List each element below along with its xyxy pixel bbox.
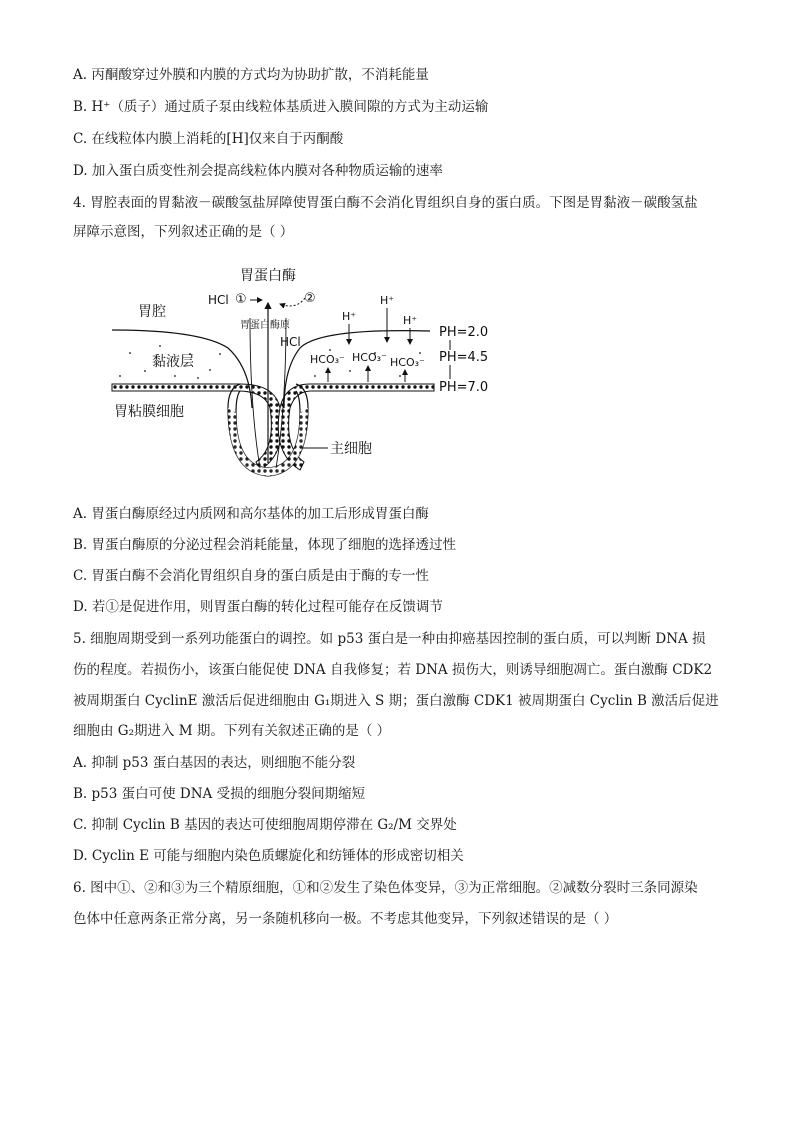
q6-stem-line-1: 6. 图中①、②和③为三个精原细胞，①和②发生了染色体变异，③为正常细胞。②减数分裂时三条同源染 [73, 880, 698, 896]
q5-option-d: D. Cyclin E 可能与细胞内染色质螺旋化和纺锤体的形成密切相关 [73, 848, 464, 864]
q5-option-c: C. 抑制 Cyclin B 基因的表达可使细胞周期停滞在 G₂/M 交界处 [73, 817, 457, 833]
hco3-label-1: HCO₃⁻ [310, 353, 345, 366]
chief-cell-label: 主细胞 [330, 441, 372, 457]
pepsinogen-label: 胃蛋白酶原 [240, 320, 290, 331]
circle-1-label: ① [235, 292, 247, 307]
q5-stem-line-4: 细胞由 G₂期进入 M 期。下列有关叙述正确的是（ ） [73, 723, 391, 739]
circle-2-label: ② [304, 291, 316, 306]
ph-4-5-label: PH=4.5 [439, 350, 489, 365]
q4-option-b: B. 胃蛋白酶原的分泌过程会消耗能量，体现了细胞的选择透过性 [73, 537, 457, 553]
q4-stem-line-2: 屏障示意图，下列叙述正确的是（ ） [73, 224, 294, 240]
h-plus-label-1: H⁺ [342, 310, 357, 323]
hco3-label-3: HCO₃⁻ [390, 356, 425, 369]
gastric-barrier-diagram [100, 258, 500, 490]
ph-7-label: PH=7.0 [439, 380, 489, 395]
h-plus-label-2: H⁺ [380, 294, 395, 307]
lumen-label: 胃腔 [138, 304, 166, 320]
mucus-layer-label: 黏液层 [152, 354, 194, 370]
ph-2-label: PH=2.0 [439, 325, 489, 340]
q3-option-b: B. H⁺（质子）通过质子泵由线粒体基质进入膜间隙的方式为主动运输 [73, 99, 489, 115]
q4-stem-line-1: 4. 胃腔表面的胃黏液－碳酸氢盐屏障使胃蛋白酶不会消化胃组织自身的蛋白质。下图是胃黏液－碳酸氢盐 [73, 195, 698, 211]
q3-option-c: C. 在线粒体内膜上消耗的[H]仅来自于丙酮酸 [73, 131, 344, 147]
q5-stem-line-3: 被周期蛋白 CyclinE 激活后促进细胞由 G₁期进入 S 期；蛋白激酶 CDK1 被周期蛋白 Cyclin B 激活后促进 [73, 693, 719, 709]
q4-option-c: C. 胃蛋白酶不会消化胃组织自身的蛋白质是由于酶的专一性 [73, 568, 429, 584]
hcl-pit-label: HCl [280, 335, 301, 349]
q5-stem-line-1: 5. 细胞周期受到一系列功能蛋白的调控。如 p53 蛋白是一种由抑癌基因控制的蛋白质，可以判断 DNA 损 [73, 631, 706, 647]
q4-option-a: A. 胃蛋白酶原经过内质网和高尔基体的加工后形成胃蛋白酶 [73, 506, 429, 522]
h-plus-label-3: H⁺ [403, 314, 418, 327]
hco3-label-2: HCO₃⁻ [352, 351, 387, 364]
mucosa-cell-band [112, 384, 434, 476]
q5-stem-line-2: 伤的程度。若损伤小，该蛋白能促使 DNA 自我修复；若 DNA 损伤大，则诱导细胞凋亡。蛋白激酶 CDK2 [73, 662, 713, 678]
q5-option-b: B. p53 蛋白可使 DNA 受损的细胞分裂间期缩短 [73, 786, 366, 802]
q6-stem-line-2: 色体中任意两条正常分离，另一条随机移向一极。不考虑其他变异，下列叙述错误的是（ ） [73, 911, 618, 927]
pepsin-label: 胃蛋白酶 [240, 268, 296, 284]
mucosa-cell-label: 胃粘膜细胞 [114, 404, 184, 420]
q3-option-d: D. 加入蛋白质变性剂会提高线粒体内膜对各种物质运输的速率 [73, 163, 443, 179]
mucus-boundary-right [284, 331, 430, 408]
q5-option-a: A. 抑制 p53 蛋白基因的表达，则细胞不能分裂 [73, 755, 356, 771]
hcl-top-label: HCl [208, 293, 229, 307]
q3-option-a: A. 丙酮酸穿过外膜和内膜的方式均为协助扩散，不消耗能量 [73, 67, 429, 83]
q4-option-d: D. 若①是促进作用，则胃蛋白酶的转化过程可能存在反馈调节 [73, 599, 443, 615]
